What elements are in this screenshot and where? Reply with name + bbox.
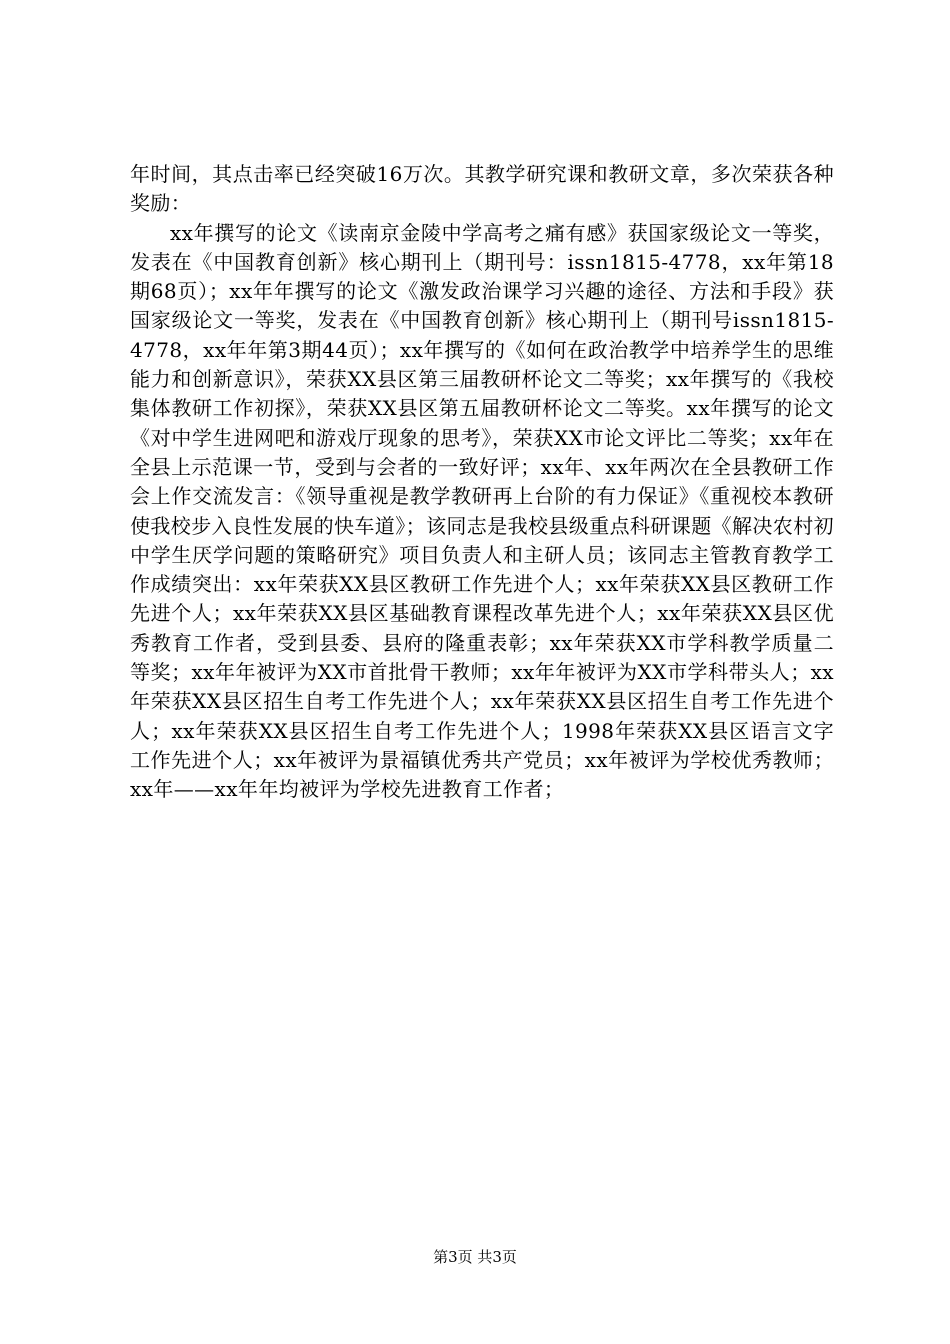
paragraph-awards: xx年撰写的论文《读南京金陵中学高考之痛有感》获国家级论文一等奖，发表在《中国教育创新》核心期刊上（期刊号：issn1815-4778，xx年第18期68页）；xx年年撰写的论文《激发政治课学习兴趣的途径、方法和手段》获国家级论文一等奖，发表在《中国教育创新》核心期刊上（期刊号issn1815-4778，xx年年第3期44页）；xx年撰写的《如何在政治教学中培养学生的思维能力和创新意识》，荣获XX县区第三届教研杯论文二等奖；xx年撰写的《我校集体教研工作初探》，荣获XX县区第五届教研杯论文二等奖。xx年撰写的论文《对中学生进网吧和游戏厅现象的思考》，荣获XX市论文评比二等奖；xx年在全县上示范课一节，受到与会者的一致好评；xx年、xx年两次在全县教研工作会上作交流发言：《领导重视是教学教研再上台阶的有力保证》《重视校本教研使我校步入良性发展的快车道》；该同志是我校县级重点科研课题《解决农村初中学生厌学问题的策略研究》项目负责人和主研人员；该同志主管教育教学工作成绩突出：xx年荣获XX县区教研工作先进个人；xx年荣获XX县区教研工作先进个人；xx年荣获XX县区基础教育课程改革先进个人；xx年荣获XX县区优秀教育工作者，受到县委、县府的隆重表彰；xx年荣获XX市学科教学质量二等奖；xx年年被评为XX市首批骨干教师；xx年年被评为XX市学科带头人；xx年荣获XX县区招生自考工作先进个人；xx年荣获XX县区招生自考工作先进个人；xx年荣获XX县区招生自考工作先进个人；1998年荣获XX县区语言文字工作先进个人；xx年被评为景福镇优秀共产党员；xx年被评为学校优秀教师；xx年——xx年年均被评为学校先进教育工作者； xyxy=(130,220,834,802)
document-body xyxy=(130,160,834,805)
paragraph-intro: 年时间，其点击率已经突破16万次。其教学研究课和教研文章，多次荣获各种奖励： xyxy=(130,162,834,216)
page-number-footer: 第3页 共3页 xyxy=(433,1248,517,1266)
